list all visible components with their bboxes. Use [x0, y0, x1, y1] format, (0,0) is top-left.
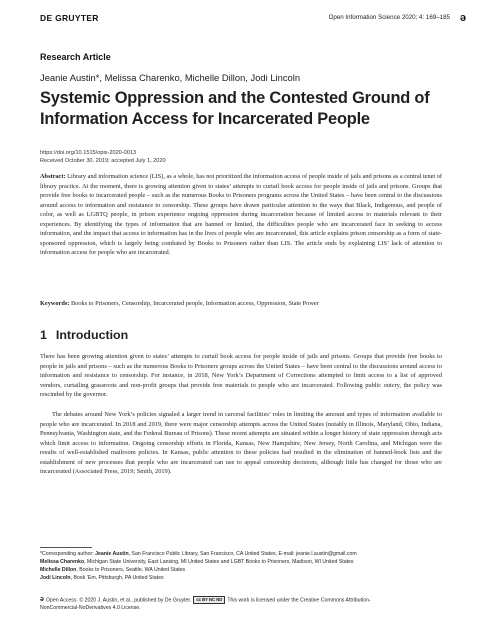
footnote-affiliation: , San Francisco Public Library, San Francisco, CA United States, E-mail: jeanie.l.austin@gmail.com — [128, 551, 357, 557]
body-paragraph: The debates around New York’s policies signaled a larger trend in carceral facilities’ roles in limiting the amount and types of information available to people who are incarcerated. In 2018 and 2019, there were major censorship attempts across the United States (notably in Illinois, Maryland, Ohio, Indiana, Pennsylvania, Washington state, and the Federal Bureau of Prisons). These recent attempts are situated within a longer history of state oppression through acts which limit access to information. Ongoing censorship efforts in Florida, Kansas, New Hampshire, New Jersey, North Carolina, and Michigan were the results of well-established mailroom policies. In Kansas, public attention to these policies had resulted in the elimination of banned-book lists and the establishment of new processes that people who are incarcerated can use to appeal censorship decisions, although little has changed for those who are incarcerated (Associated Press, 2019; Smith, 2019). — [40, 411, 442, 476]
keywords-label: Keywords: — [40, 300, 70, 307]
footnote-line — [40, 559, 460, 567]
footnote-divider — [40, 547, 92, 548]
cc-license-badge[interactable]: cc BY NC ND — [193, 596, 225, 604]
running-header — [40, 13, 466, 27]
footnote-affiliation: , Michigan State University, East Lansing, MI United States and LGBT Books to Prisoners, Madison, WI United States — [84, 558, 354, 565]
footnote-line — [40, 567, 460, 575]
article-meta — [40, 149, 166, 165]
author-list: Jeanie Austin*, Melissa Charenko, Michelle Dillon, Jodi Lincoln — [40, 72, 301, 83]
abstract-text: Library and information science (LIS), as a whole, has not prioritized the information access of people inside of jails and prisons as a central tenet of library practice. At the moment, there is growing attention given to states’ attempts to curtail book access for people inside of jails and prisons. Groups that provide free books to incarcerated people – such as the numerous Books to Prisoners programs across the United States – have been central to the discussions around access to information and resistance to censorship. These groups have drawn particular attention to the ways that Black, Indigenous, and people of color, as well as LGBTQ people, in prison experience ongoing oppression during incarceration because of limited access to materials relevant to their experiences. By identifying the types of information that are banned or limited, the difficulties people who are incarcerated face in seeking to access information, and the impact that access to information has in the lives of people who are incarcerated, this article explains prison censorship as a form of state-sponsored oppression, which is largely being combated by Books to Prisoners rather than LIS. The article ends by explaining LIS’ lack of attention to information access for people who are incarcerated. — [40, 173, 442, 257]
body-paragraph: There has been growing attention given to states’ attempts to curtail book access for people inside of jails and prisons. Groups that provide free books to people in jails and prisons – such as the numerous Books to Prisoners groups across the United States – have been central to the discussions around access to information and resistance to censorship. For instance, in 2018, New York’s Department of Corrections attempted to limit access to a list of approved vendors, curtailing grassroots and non-profit groups that provide free materials to people who are incarcerated. Following public outcry, the policy was rescinded by the governor. — [40, 353, 442, 399]
section-title: Introduction — [55, 328, 129, 342]
footnote-author-name: Michelle Dillon — [40, 566, 77, 573]
article-type: Research Article — [40, 52, 111, 62]
author-footnotes — [40, 551, 460, 583]
footnote-author-name: Jodi Lincoln — [40, 574, 71, 581]
license-line-2: NonCommercial-NoDerivatives 4.0 License. — [40, 605, 141, 612]
license-statement — [40, 596, 460, 613]
footnote-author-name: Melissa Charenko — [40, 558, 85, 565]
open-access-small-icon: ə — [40, 596, 44, 604]
footnote-line — [40, 551, 460, 559]
article-title: Systemic Oppression and the Contested Ground of Information Access for Incarcerated People — [40, 89, 430, 128]
doi-link[interactable]: https://doi.org/10.1515/opis-2020-0013 — [40, 150, 137, 156]
license-line — [40, 596, 460, 605]
open-access-icon: ə — [459, 12, 466, 24]
license-copyright: Open Access. © 2020 J. Austin, et al., published by De Gruyter. — [45, 597, 192, 604]
footnote-affiliation: , Book ’Em, Pittsburgh, PA United States — [70, 574, 164, 581]
section-number: 1 — [40, 328, 47, 342]
abstract — [40, 172, 442, 258]
keywords-text: Books to Prisoners, Censorship, Incarcerated people, Information access, Oppression, State Power — [70, 300, 319, 307]
journal-citation: Open Information Science 2020; 4: 169–185 — [328, 14, 450, 21]
abstract-label: Abstract: — [40, 173, 66, 180]
footnote-prefix: *Corresponding author: — [40, 551, 96, 557]
keywords — [40, 299, 442, 308]
license-text: This work is licensed under the Creative Commons Attribution- — [227, 597, 371, 604]
publisher-logo[interactable]: DE GRUYTER — [40, 13, 99, 23]
section-heading — [40, 328, 128, 342]
footnote-affiliation: , Books to Prisoners, Seattle, WA United States — [76, 566, 186, 573]
footnote-line — [40, 575, 460, 583]
footnote-author-name: Jeanie Austin — [95, 551, 129, 557]
received-accepted-dates: Received October 30, 2019; accepted July 1, 2020 — [40, 158, 166, 164]
